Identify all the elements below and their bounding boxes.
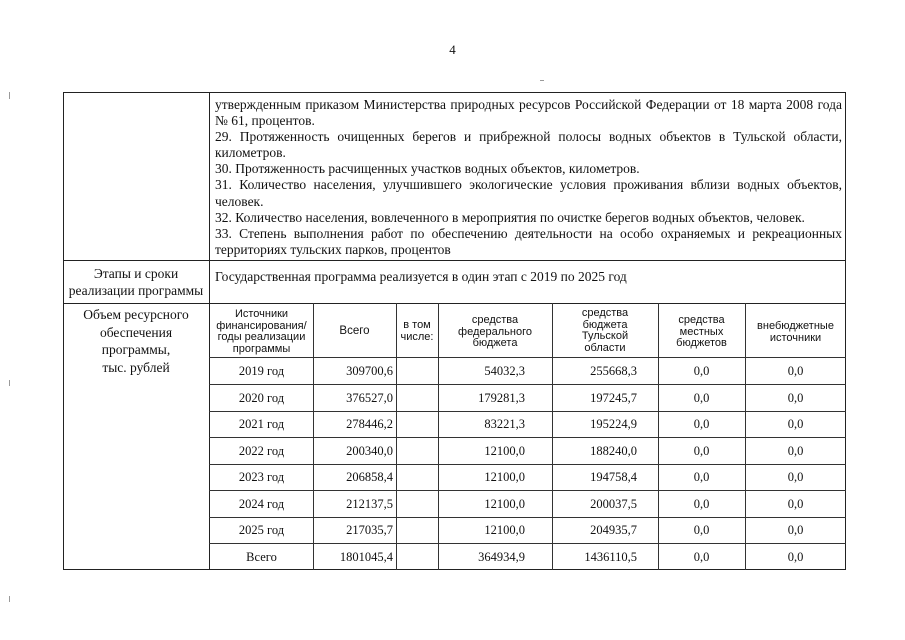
cell-year: 2023 год — [238, 470, 285, 484]
cell-extra: 0,0 — [787, 549, 804, 564]
goal-item: 33. Степень выполнения работ по обеспечению деятельности на особо охраняемых и рекреационных территориях тульских парков, процентов — [215, 225, 842, 257]
goal-item: утвержденным приказом Министерства природных ресурсов Российской Федерации от 18 марта 2008 года № 61, процентов. — [215, 97, 842, 129]
cell-total: 217035,7 — [346, 523, 393, 537]
cell-extra: 0,0 — [787, 523, 804, 537]
header-local: средства местных бюджетов — [676, 314, 727, 349]
scan-artifact — [9, 596, 10, 602]
scan-artifact — [9, 92, 10, 99]
header-source: Источники финансирования/ годы реализации программы — [216, 308, 307, 355]
cell-regional: 195224,9 — [590, 417, 637, 431]
cell-year: 2019 год — [238, 364, 285, 378]
header-regional: средства бюджета Тульской области — [581, 307, 629, 354]
goal-item: 30. Протяженность расчищенных участков водных объектов, километров. — [215, 161, 640, 177]
goal-item: 32. Количество населения, вовлеченного в мероприятия по очистке берегов водных объектов, человек. — [215, 209, 805, 225]
stages-text: Государственная программа реализуется в один этап с 2019 по 2025 год — [215, 269, 627, 284]
goal-item: 31. Количество населения, улучшившего экологические условия проживания вблизи водных объектов, человек. — [215, 177, 842, 209]
cell-year: 2020 год — [238, 390, 285, 405]
cell-total: 376527,0 — [346, 390, 393, 405]
cell-federal: 83221,3 — [484, 417, 525, 431]
cell-federal: 12100,0 — [484, 523, 525, 537]
header-federal: средства федерального бюджета — [458, 314, 532, 349]
cell-local: 0,0 — [693, 390, 710, 405]
cell-extra: 0,0 — [787, 417, 804, 431]
cell-total: 278446,2 — [346, 417, 393, 431]
cell-total: 309700,6 — [346, 364, 393, 378]
cell-regional: 194758,4 — [590, 470, 637, 484]
cell-regional: 188240,0 — [590, 443, 637, 458]
header-extra: внебюджетные источники — [757, 320, 834, 344]
cell-local: 0,0 — [693, 549, 710, 564]
cell-extra: 0,0 — [787, 496, 804, 511]
cell-local: 0,0 — [693, 443, 710, 458]
cell-total: 1801045,4 — [339, 549, 393, 564]
cell-regional: 200037,5 — [590, 496, 637, 511]
cell-total: 212137,5 — [346, 496, 393, 511]
cell-year: 2025 год — [238, 523, 285, 537]
cell-regional: 1436110,5 — [584, 549, 637, 564]
header-total: Всего — [339, 325, 370, 337]
cell-local: 0,0 — [693, 417, 710, 431]
cell-total: 200340,0 — [346, 443, 393, 458]
cell-federal: 12100,0 — [484, 443, 525, 458]
header-including: в том числе: — [400, 319, 434, 343]
goal-item: 29. Протяженность очищенных берегов и прибрежной полосы водных объектов в Тульской области, километров. — [215, 129, 842, 161]
cell-extra: 0,0 — [787, 443, 804, 458]
cell-extra: 0,0 — [787, 364, 804, 378]
cell-year: 2022 год — [238, 443, 285, 458]
cell-federal: 54032,3 — [484, 364, 525, 378]
cell-extra: 0,0 — [787, 390, 804, 405]
cell-federal: 12100,0 — [484, 496, 525, 511]
scan-artifact — [540, 80, 544, 81]
row-divider — [63, 260, 846, 261]
scan-artifact — [9, 380, 10, 386]
cell-federal: 179281,3 — [478, 390, 525, 405]
stages-label: Этапы и сроки реализации программы — [68, 266, 204, 298]
cell-local: 0,0 — [693, 523, 710, 537]
cell-extra: 0,0 — [787, 470, 804, 484]
cell-year: 2021 год — [238, 417, 285, 431]
page-number: 4 — [449, 42, 456, 57]
cell-regional: 204935,7 — [590, 523, 637, 537]
goals-continuation — [215, 97, 842, 258]
cell-year: 2024 год — [238, 496, 285, 511]
cell-local: 0,0 — [693, 364, 710, 378]
funding-label: Объем ресурсного обеспечения программы, тыс. рублей — [83, 307, 189, 375]
row-divider — [63, 303, 846, 304]
cell-local: 0,0 — [693, 470, 710, 484]
cell-local: 0,0 — [693, 496, 710, 511]
cell-year: Всего — [246, 549, 277, 564]
cell-federal: 364934,9 — [478, 549, 525, 564]
grid-line — [396, 303, 397, 570]
cell-federal: 12100,0 — [484, 470, 525, 484]
cell-regional: 197245,7 — [590, 390, 637, 405]
cell-regional: 255668,3 — [590, 364, 637, 378]
cell-total: 206858,4 — [346, 470, 393, 484]
